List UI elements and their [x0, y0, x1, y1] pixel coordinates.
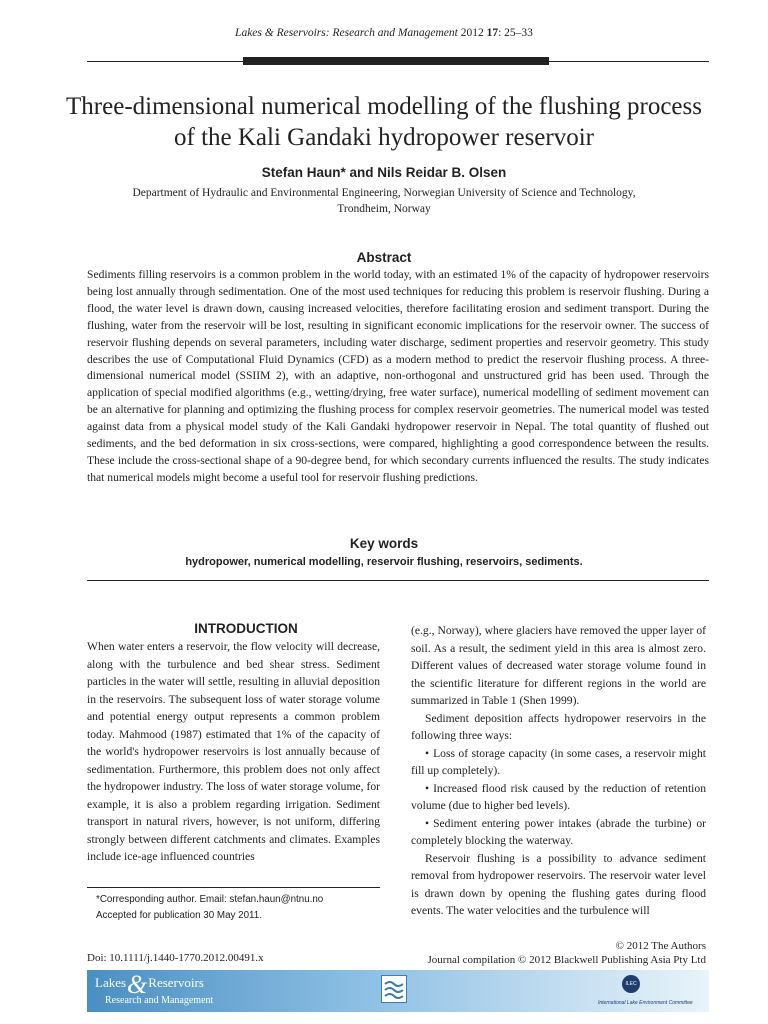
left-column	[87, 638, 380, 866]
bullet-icon: •	[425, 746, 430, 760]
abstract-heading: Abstract	[356, 250, 412, 265]
intro-paragraph: When water enters a reservoir, the flow velocity will decrease, along with the turbulence and bed shear stress. Sediment particles in the water will settle, resulting in alluvial deposition in the reservoirs. The subsequent loss of water storage volume and potential energy output represents a common problem today. Mahmood (1987) estimated that 1% of the capacity of the world's hydropower reservoirs is lost annually because of sedimentation. Furthermore, this problem does not only affect the hydropower industry. The loss of water storage volume, for example, it is also a problem regarding irrigation. Sediment transport in natural rivers, however, is not uniform, differing strongly between different catchments and climates. Examples include ice-age influenced countries	[87, 640, 380, 863]
bullet-item	[411, 815, 706, 850]
introduction-heading: INTRODUCTION	[194, 621, 298, 636]
keywords-rule	[87, 580, 709, 581]
journal-volume: 17	[486, 27, 499, 39]
corresponding-author-note: *Corresponding author. Email: stefan.haun@ntnu.no	[96, 894, 324, 905]
journal-name: Lakes & Reservoirs: Research and Management	[235, 27, 458, 39]
keywords-text: hydropower, numerical modelling, reservoir flushing, reservoirs, sediments.	[185, 556, 583, 568]
logo-word-lakes: Lakes	[95, 975, 127, 990]
bullet-text: Increased flood risk caused by the reduction of retention volume (due to higher bed levels).	[411, 781, 706, 812]
header-thick-rule	[243, 57, 549, 65]
paper-title: Three-dimensional numerical modelling of the flushing process of the Kali Gandaki hydropower reservoir	[66, 93, 702, 151]
ilec-logo-icon: ILEC	[622, 975, 640, 993]
intro-paragraph-continued: (e.g., Norway), where glaciers have removed the upper layer of soil. As a result, the sediment yield in this area is almost zero. Different values of decreased water storage volume found in the scientific literature for different regions in the world are summarized in Table 1 (Shen 1999).	[411, 624, 706, 707]
publisher-logo-icon	[381, 975, 407, 1003]
right-column	[411, 622, 706, 920]
logo-subtitle: Research and Management	[105, 995, 214, 1006]
bullet-icon: •	[425, 816, 430, 830]
flushing-paragraph: Reservoir flushing is a possibility to advance sediment removal from hydropower reservoirs. The reservoir water level is drawn down by opening the flushing gates during flood events. The water velocities and the turbulence will	[411, 851, 706, 917]
journal-logo	[95, 970, 214, 1009]
abstract-text: Sediments filling reservoirs is a common problem in the world today, with an estimated 1% of the capacity of hydropower reservoirs being lost annually through sedimentation. One of the most used techniques for reducing this problem is reservoir flushing. During a flood, the water level is drawn down, causing increased velocities, therefore facilitating erosion and sediment transport. During the flushing, water from the reservoir will be lost, resulting in significant economic implications for the reservoir owner. The success of reservoir flushing depends on several parameters, including water discharge, sediment properties and reservoir geometry. This study describes the use of Computational Fluid Dynamics (CFD) as a modern method to predict the reservoir flushing process. A three-dimensional numerical model (SSIIM 2), with an adaptive, non-orthogonal and unstructured grid has been used. Through the application of special modified algorithms (e.g., wetting/drying, free water surface), numerical modelling of sediment movement can be an alternative for planning and optimizing the flushing process for complex reservoir geometries. The numerical model was tested against data from a physical model study of the Kali Gandaki hydropower reservoir in Nepal. The total quantity of flushed out sediments, and the bed deformation in six cross-sections, were compared, highlighting a good correspondence between the results. These include the cross-sectional shape of a 90-degree bend, for which secondary currents influenced the results. The study indicates that numerical models might become a useful tool for reservoir flushing predictions.	[87, 268, 709, 484]
logo-ampersand: &	[127, 970, 148, 999]
copyright-journal: Journal compilation © 2012 Blackwell Publishing Asia Pty Ltd	[427, 954, 706, 966]
bullet-icon: •	[425, 781, 430, 795]
bullet-text: Sediment entering power intakes (abrade the turbine) or completely blocking the waterway.	[411, 816, 706, 847]
bullet-item	[411, 745, 706, 780]
journal-header	[0, 27, 768, 39]
affiliation: Department of Hydraulic and Environmental Engineering, Norwegian University of Science and Technology, Trondheim, Norway	[132, 187, 636, 215]
journal-year: 2012	[460, 27, 484, 39]
copyright	[428, 939, 706, 967]
accepted-note: Accepted for publication 30 May 2011.	[96, 910, 262, 921]
bullet-text: Loss of storage capacity (in some cases, a reservoir might fill up completely).	[411, 746, 706, 777]
keywords-heading: Key words	[349, 536, 419, 551]
journal-pages: : 25–33	[498, 27, 533, 39]
footnote-rule	[87, 887, 380, 888]
authors: Stefan Haun* and Nils Reidar B. Olsen	[261, 165, 507, 180]
ilec-caption: International Lake Environment Committee	[598, 1000, 693, 1006]
bullet-item	[411, 780, 706, 815]
doi: Doi: 10.1111/j.1440-1770.2012.00491.x	[87, 952, 264, 964]
copyright-authors: © 2012 The Authors	[615, 940, 706, 952]
sediment-effects-paragraph: Sediment deposition affects hydropower reservoirs in the following three ways:	[411, 711, 706, 742]
logo-word-reservoirs: Reservoirs	[148, 975, 204, 990]
